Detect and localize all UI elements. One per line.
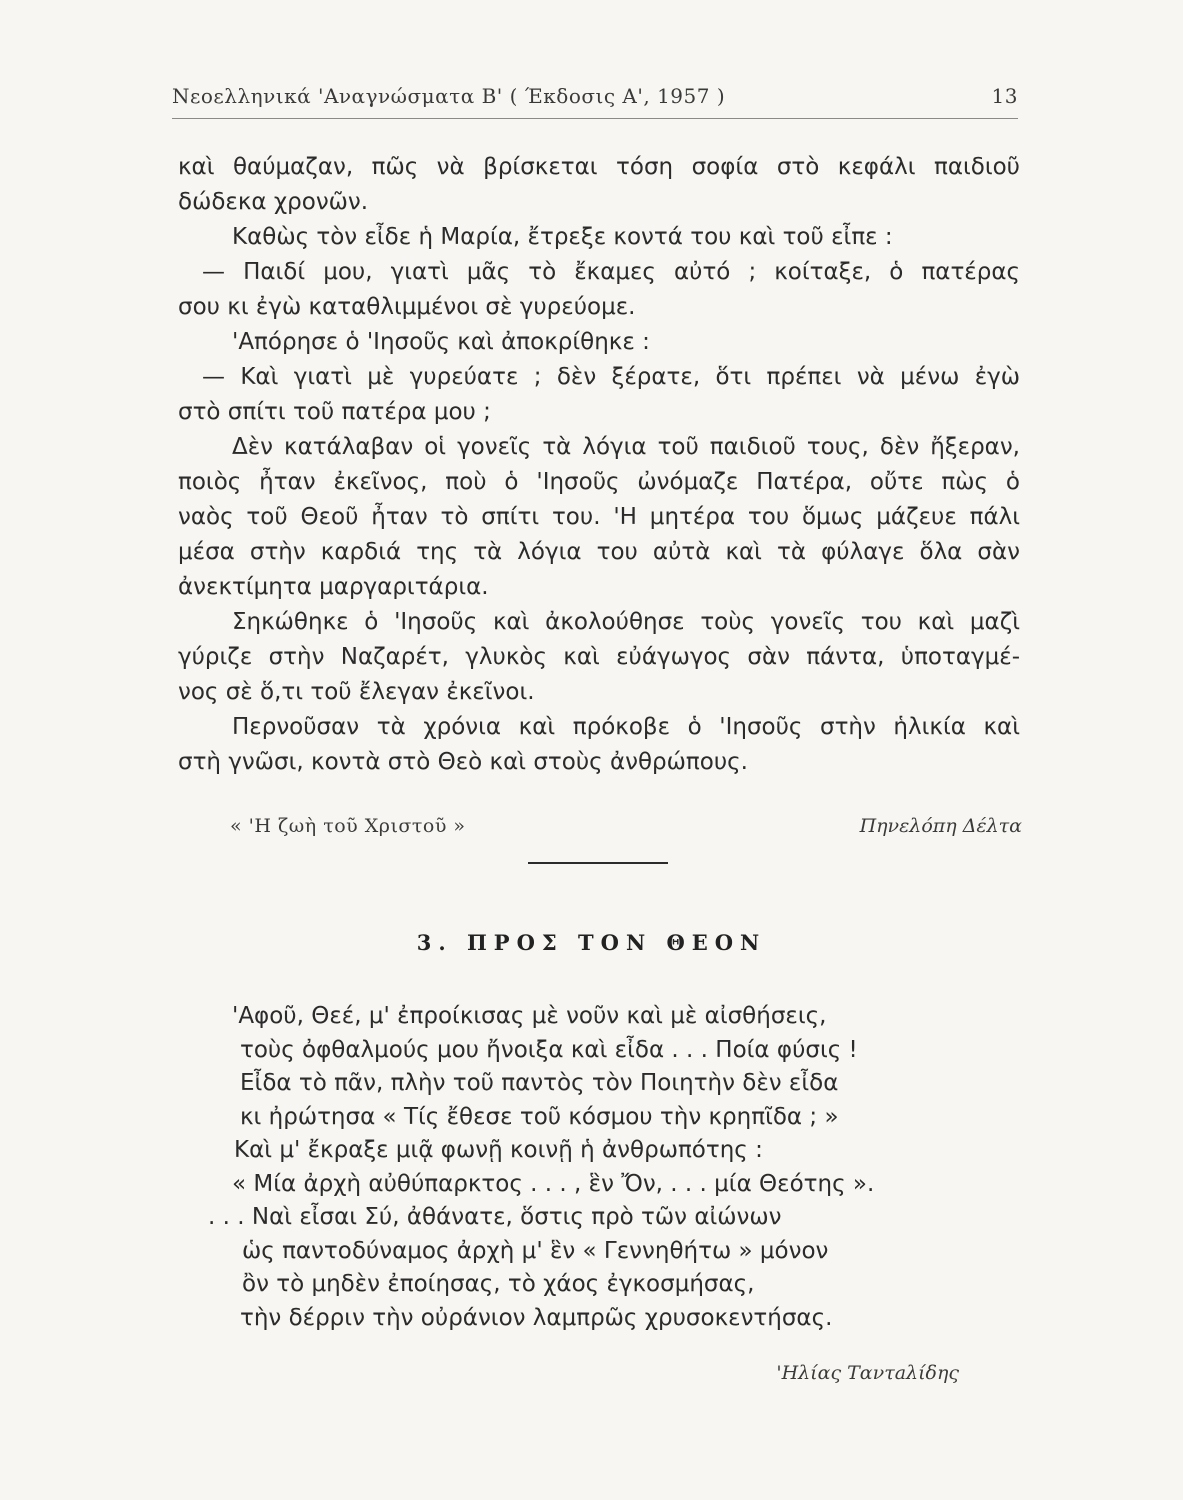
prose-line: Καθὼς τὸν εἶδε ἡ Μαρία, ἔτρεξε κοντά του καὶ τοῦ εἶπε : <box>232 224 893 250</box>
prose-line: ἀνεκτίμητα μαργαριτάρια. <box>178 574 489 600</box>
running-title: Νεοελληνικά 'Αναγνώσματα Β' ( Έκδοσις Α', 1957 ) <box>172 84 726 108</box>
prose-line: στὴ γνῶσι, κοντὰ στὸ Θεὸ καὶ στοὺς ἀνθρώπους. <box>178 749 748 775</box>
prose-line: στὸ σπίτι τοῦ πατέρα μου ; <box>178 399 491 425</box>
poem-line: Εἶδα τὸ πᾶν, πλὴν τοῦ παντὸς τὸν Ποιητὴν δὲν εἶδα <box>240 1070 839 1096</box>
poem-line: Καὶ μ' ἔκραξε μιᾷ φωνῇ κοινῇ ἡ ἀνθρωπότης : <box>234 1137 763 1163</box>
section-divider <box>528 862 668 864</box>
prose-line: — Καὶ γιατὶ μὲ γυρεύατε ; δὲν ξέρατε, ὅτι πρέπει νὰ μένω ἐγὼ <box>202 364 1020 390</box>
prose-line: γύριζε στὴν Ναζαρέτ, γλυκὸς καὶ εὐάγωγος σὰν πάντα, ὑποταγμέ- <box>178 644 1020 670</box>
prose-line: μέσα στὴν καρδιά της τὰ λόγια του αὐτὰ καὶ τὰ φύλαγε ὅλα σὰν <box>178 539 1020 565</box>
prose-line: Περνοῦσαν τὰ χρόνια καὶ πρόκοβε ὁ 'Ιησοῦς στὴν ἡλικία καὶ <box>232 714 1020 740</box>
prose-line: ποιὸς ἦταν ἐκεῖνος, ποὺ ὁ 'Ιησοῦς ὠνόμαζε Πατέρα, οὔτε πὼς ὁ <box>178 469 1020 495</box>
source-title: « 'Η ζωὴ τοῦ Χριστοῦ » <box>230 815 466 837</box>
poem-author: 'Ηλίας Ταντaλίδης <box>776 1362 959 1384</box>
prose-line: ναὸς τοῦ Θεοῦ ἦταν τὸ σπίτι του. 'Η μητέρα του ὅμως μάζευε πάλι <box>178 504 1020 530</box>
page-number: 13 <box>991 84 1018 108</box>
prose-line: νος σὲ ὅ,τι τοῦ ἔλεγαν ἐκεῖνοι. <box>178 679 535 705</box>
section-heading: 3. ΠΡΟΣ ΤΟΝ ΘΕΟΝ <box>416 930 767 955</box>
poem-line: τὴν δέρριν τὴν οὐράνιον λαμπρῶς χρυσοκεντήσας. <box>240 1304 833 1331</box>
prose-line: δώδεκα χρονῶν. <box>178 189 369 215</box>
prose-line: — Παιδί μου, γιατὶ μᾶς τὸ ἔκαμες αὐτό ; κοίταξε, ὁ πατέρας <box>202 259 1020 285</box>
poem-line: ὡς παντοδύναμος ἀρχὴ μ' ἓν « Γεννηθήτω » μόνον <box>242 1237 829 1264</box>
header-rule <box>172 118 1018 119</box>
prose-line: Δὲν κατάλαβαν οἱ γονεῖς τὰ λόγια τοῦ παιδιοῦ τους, δὲν ἤξεραν, <box>232 434 1020 460</box>
prose-line: σου κι ἐγὼ καταθλιμμένοι σὲ γυρεύομε. <box>178 294 636 320</box>
prose-line: καὶ θαύμαζαν, πῶς νὰ βρίσκεται τόση σοφία στὸ κεφάλι παιδιοῦ <box>178 154 1020 180</box>
poem-line: 'Αφοῦ, Θεέ, μ' ἐπροίκισας μὲ νοῦν καὶ μὲ αἰσθήσεις, <box>232 1003 827 1029</box>
poem-body <box>200 1000 1000 1335</box>
running-header <box>172 84 1018 114</box>
prose-line: 'Απόρησε ὁ 'Ιησοῦς καὶ ἀποκρίθηκε : <box>232 329 650 355</box>
poem-line: τοὺς ὀφθαλμούς μου ἤνοιξα καὶ εἶδα . . . Ποία φύσις ! <box>240 1036 858 1063</box>
poem-line: ὂν τὸ μηδὲν ἐποίησας, τὸ χάος ἐγκοσμήσας, <box>242 1271 755 1297</box>
poem-line: « Μία ἀρχὴ αὐθύπαρκτος . . . , ἓν Ὄν, . . . μία Θεότης ». <box>232 1170 875 1197</box>
prose-body <box>178 150 1020 780</box>
poem-line: . . . Ναὶ εἶσαι Σύ, ἀθάνατε, ὅστις πρὸ τῶν αἰώνων <box>208 1204 782 1230</box>
prose-attribution <box>230 815 1022 845</box>
prose-author: Πηνελόπη Δέλτα <box>859 815 1022 837</box>
prose-line: Σηκώθηκε ὁ 'Ιησοῦς καὶ ἀκολούθησε τοὺς γονεῖς του καὶ μαζὶ <box>232 609 1020 635</box>
poem-line: κι ἠρώτησα « Τίς ἔθεσε τοῦ κόσμου τὴν κρηπῖδα ; » <box>240 1103 839 1130</box>
